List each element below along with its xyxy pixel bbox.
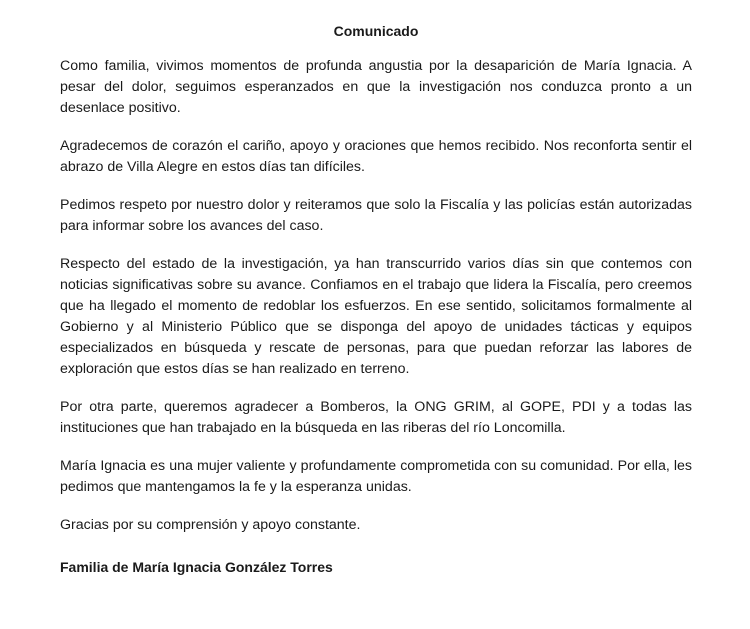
document-title: Comunicado [333,23,419,39]
paragraph-6: María Ignacia es una mujer valiente y profundamente comprometida con su comunidad. Por ella, les pedimos que mantengamos la fe y la esperanza unidas. [60,458,692,495]
paragraph-4: Respecto del estado de la investigación, ya han transcurrido varios días sin que contemos con noticias significativas sobre su avance. Confiamos en el trabajo que lidera la Fiscalía, pero creemos que ha llegado el momento de redoblar los esfuerzos. En ese sentido, solicitamos formalmente al Gobierno y al Ministerio Público que se disponga del apoyo de unidades tácticas y equipos especializados en búsqueda y rescate de personas, para que puedan reforzar las labores de exploración que estos días se han realizado en terreno. [60,256,692,377]
paragraph-3: Pedimos respeto por nuestro dolor y reiteramos que solo la Fiscalía y las policías están autorizadas para informar sobre los avances del caso. [60,197,692,234]
paragraph-2: Agradecemos de corazón el cariño, apoyo y oraciones que hemos recibido. Nos reconforta sentir el abrazo de Villa Alegre en estos días tan difíciles. [60,138,692,175]
signature: Familia de María Ignacia González Torres [60,559,333,575]
paragraph-5: Por otra parte, queremos agradecer a Bomberos, la ONG GRIM, al GOPE, PDI y a todas las instituciones que han trabajado en la búsqueda en las riberas del río Loncomilla. [60,399,692,436]
paragraph-1: Como familia, vivimos momentos de profunda angustia por la desaparición de María Ignacia. A pesar del dolor, seguimos esperanzados en que la investigación nos conduzca pronto a un desenlace positivo. [60,58,692,116]
paragraph-7: Gracias por su comprensión y apoyo constante. [60,517,361,533]
